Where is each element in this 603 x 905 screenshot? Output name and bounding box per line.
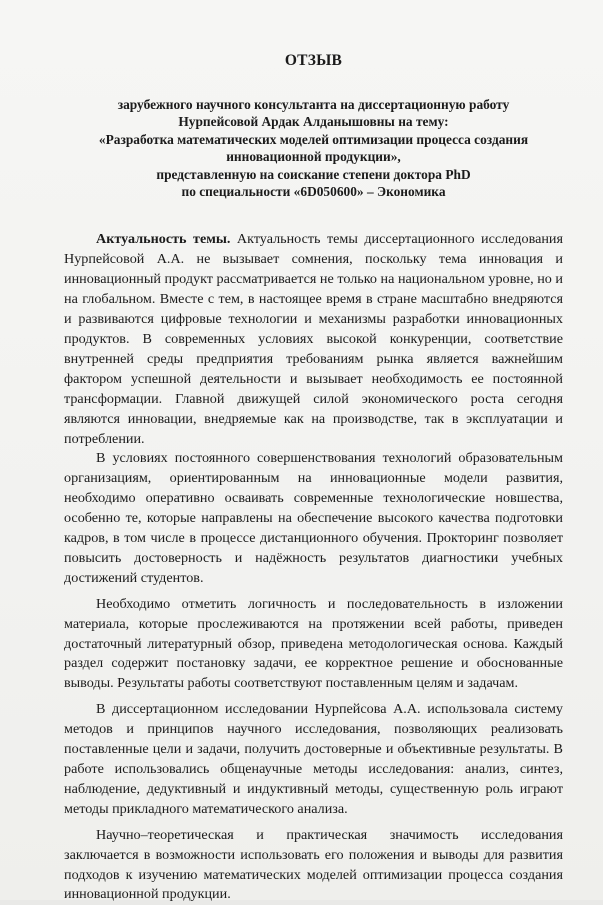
header-line: инновационной продукции», xyxy=(226,149,401,165)
paragraph: В диссертационном исследовании Нурпейсова А.А. использовала систему методов и принципов научного исследования, позволяющих реализовать поставленные цели и задачи, получить достоверные и объективные результаты. В работе использовались общенаучные методы исследования: анализ, синтез, наблюдение, дедуктивный и индуктивный методы, существенную роль играют методы прикладного математического анализа. xyxy=(64,701,563,817)
header-line: по специальности «6D050600» – Экономика xyxy=(181,184,446,200)
paragraph: Необходимо отметить логичность и последовательность в изложении материала, которые прослеживаются на протяжении всей работы, приведен достаточный литературный обзор, приведена методологическая основа. Каждый раздел содержит постановку задачи, ее корректное решение и обоснованные выводы. Результаты работы соответствуют поставленным целям и задачам. xyxy=(64,595,563,692)
paragraph: Научно–теоретическая и практическая значимость исследования заключается в возможности использовать его положения и выводы для развития подходов к изучению математических моделей оптимизации процесса создания инновационной продукции. xyxy=(64,826,563,903)
paragraph: В условиях постоянного совершенствования технологий образовательным организациям, ориентированным на инновационные модели развития, необходимо оперативно осваивать современные технологические новшества, особенно те, которые направлены на обеспечение высокого качества подготовки кадров, в том числе в процессе дистанционного обучения. Прокторинг позволяет повысить достоверность и надёжность результатов диагностики учебных достижений студентов. xyxy=(64,450,563,586)
header-line: зарубежного научного консультанта на диссертационную работу xyxy=(117,97,510,112)
paragraph-lead: Актуальность темы. xyxy=(96,231,231,248)
document-body xyxy=(64,230,563,905)
document-title: ОТЗЫВ xyxy=(284,52,343,69)
header-line: представленную на соискание степени доктора PhD xyxy=(156,166,471,182)
paragraph-text: Актуальность темы диссертационного исследования Нурпейсовой А.А. не вызывает сомнения, поскольку тема инновация и инновационный продукт рассматривается не только на национальном уровне, но и на глобальном. Вместе с тем, в настоящее время в стране масштабно внедряются и развиваются цифровые технологии и механизмы разработки инновационных продуктов. В современных условиях высокой конкуренции, соответствие внутренней среды предприятия требованиям рынка является важнейшим фактором успешной деятельности и вызывает необходимость ее постоянной трансформации. Главной движущей силой экономического роста сегодня являются инновации, внедряемые как на производстве, так в эксплуатации и потреблении. xyxy=(64,231,563,447)
paragraph-relevance xyxy=(64,230,563,449)
document-header xyxy=(64,96,563,200)
header-line: Нурпейсовой Ардак Алданышовны на тему: xyxy=(178,114,449,130)
header-line: «Разработка математических моделей оптимизации процесса создания xyxy=(98,131,529,147)
